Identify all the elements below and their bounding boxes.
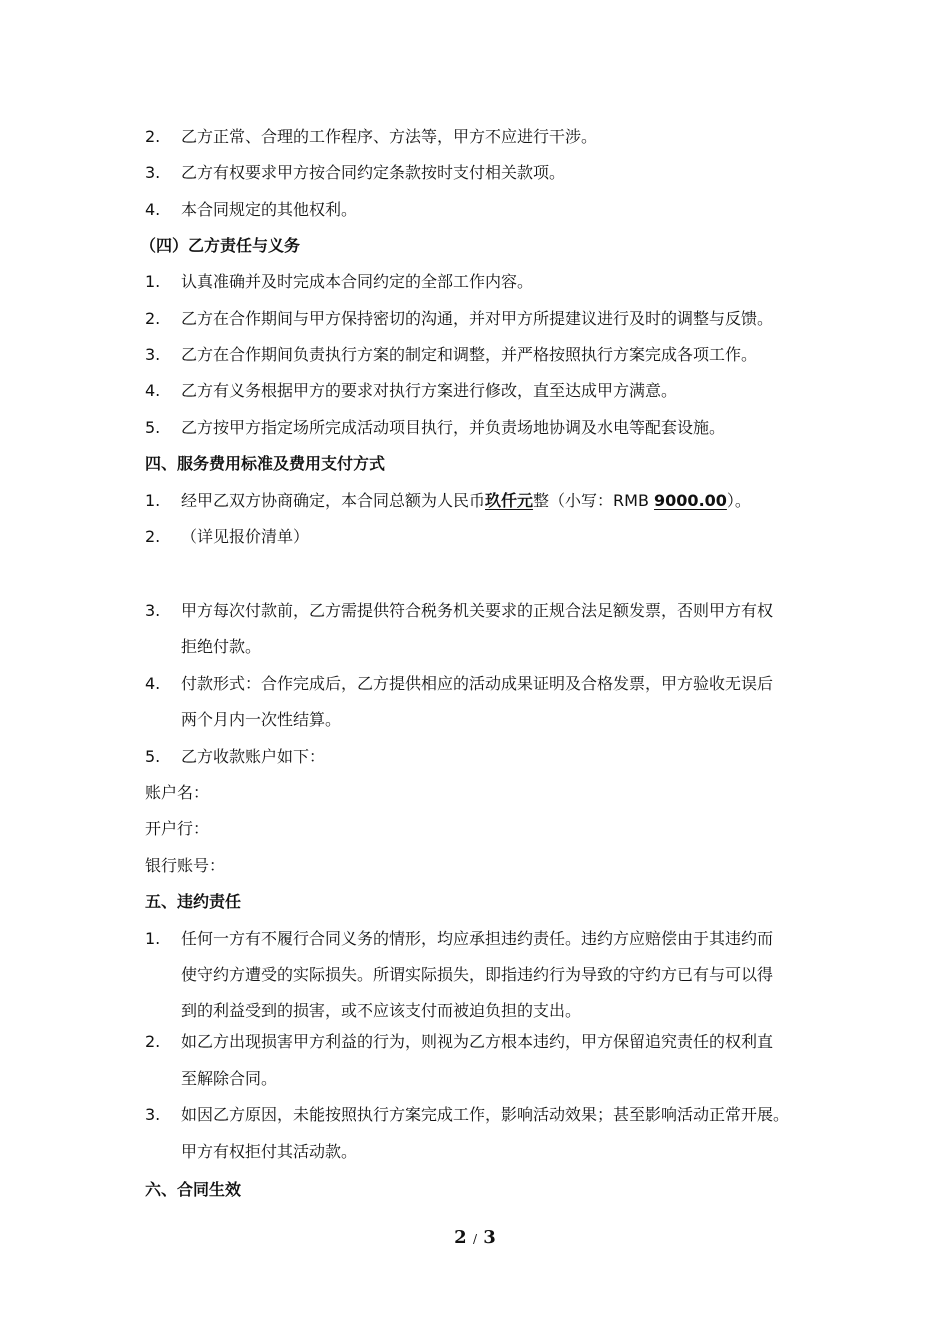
section-title: 六、合同生效 — [145, 1180, 242, 1199]
item-number: 3. — [145, 1105, 161, 1124]
item-text: 乙方正常、合理的工作程序、方法等，甲方不应进行干涉。 — [181, 127, 598, 146]
item-text: 乙方在合作期间与甲方保持密切的沟通，并对甲方所提建议进行及时的调整与反馈。 — [181, 309, 774, 328]
item-text: 到的利益受到的损害，或不应该支付而被迫负担的支出。 — [181, 1001, 582, 1020]
item-text: 乙方收款账户如下： — [181, 747, 326, 766]
item-text: 乙方按甲方指定场所完成活动项目执行，并负责场地协调及水电等配套设施。 — [181, 418, 726, 437]
section-title: 四、服务费用标准及费用支付方式 — [145, 454, 386, 473]
amount-intro: 经甲乙双方协商确定，本合同总额为人民币 — [181, 491, 486, 510]
item-number: 5. — [145, 418, 161, 437]
item-text: 本合同规定的其他权利。 — [181, 200, 358, 219]
item-text: 两个月内一次性结算。 — [181, 710, 342, 729]
item-text: 乙方有权要求甲方按合同约定条款按时支付相关款项。 — [181, 163, 566, 182]
section-title: 五、违约责任 — [145, 892, 242, 911]
item-number: 1. — [145, 272, 161, 291]
amount-mid: 整（小写：RMB — [533, 491, 655, 510]
account-name-label: 账户名： — [145, 783, 210, 802]
amount-number: 9000.00 — [654, 491, 727, 510]
item-number: 4. — [145, 381, 161, 400]
item-text — [181, 490, 751, 512]
item-number: 2. — [145, 1032, 161, 1051]
item-text: 任何一方有不履行合同义务的情形，均应承担违约责任。违约方应赔偿由于其违约而 — [181, 929, 774, 948]
item-text: 乙方有义务根据甲方的要求对执行方案进行修改，直至达成甲方满意。 — [181, 381, 678, 400]
total-pages: 3 — [483, 1227, 496, 1248]
current-page: 2 — [454, 1227, 467, 1248]
item-text: 拒绝付款。 — [181, 637, 262, 656]
item-text: 至解除合同。 — [181, 1069, 278, 1088]
item-text: 认真准确并及时完成本合同约定的全部工作内容。 — [181, 272, 534, 291]
subsection-title: （四）乙方责任与义务 — [140, 236, 301, 255]
account-number-label: 银行账号： — [145, 856, 226, 875]
item-text: 付款形式：合作完成后，乙方提供相应的活动成果证明及合格发票，甲方验收无误后 — [181, 674, 774, 693]
item-number: 3. — [145, 345, 161, 364]
item-text: 如因乙方原因，未能按照执行方案完成工作，影响活动效果；甚至影响活动正常开展。 — [181, 1105, 790, 1124]
item-text: 使守约方遭受的实际损失。所谓实际损失，即指违约行为导致的守约方已有与可以得 — [181, 965, 774, 984]
item-number: 2. — [145, 527, 161, 546]
item-number: 2. — [145, 309, 161, 328]
item-text: 如乙方出现损害甲方利益的行为，则视为乙方根本违约，甲方保留追究责任的权利直 — [181, 1032, 774, 1051]
item-text: 甲方有权拒付其活动款。 — [181, 1142, 358, 1161]
item-number: 2. — [145, 127, 161, 146]
item-number: 1. — [145, 491, 161, 510]
item-number: 4. — [145, 674, 161, 693]
amount-end: ）。 — [726, 491, 751, 510]
item-number: 3. — [145, 601, 161, 620]
item-number: 4. — [145, 200, 161, 219]
item-text: 乙方在合作期间负责执行方案的制定和调整，并严格按照执行方案完成各项工作。 — [181, 345, 758, 364]
item-text: 甲方每次付款前，乙方需提供符合税务机关要求的正规合法足额发票，否则甲方有权 — [181, 601, 774, 620]
item-number: 1. — [145, 929, 161, 948]
page-number — [0, 1227, 950, 1248]
item-number: 3. — [145, 163, 161, 182]
item-text: （详见报价清单） — [181, 527, 310, 546]
bank-label: 开户行： — [145, 819, 210, 838]
item-number: 5. — [145, 747, 161, 766]
page-separator: / — [472, 1232, 478, 1246]
amount-chinese: 玖仟元 — [485, 491, 534, 510]
